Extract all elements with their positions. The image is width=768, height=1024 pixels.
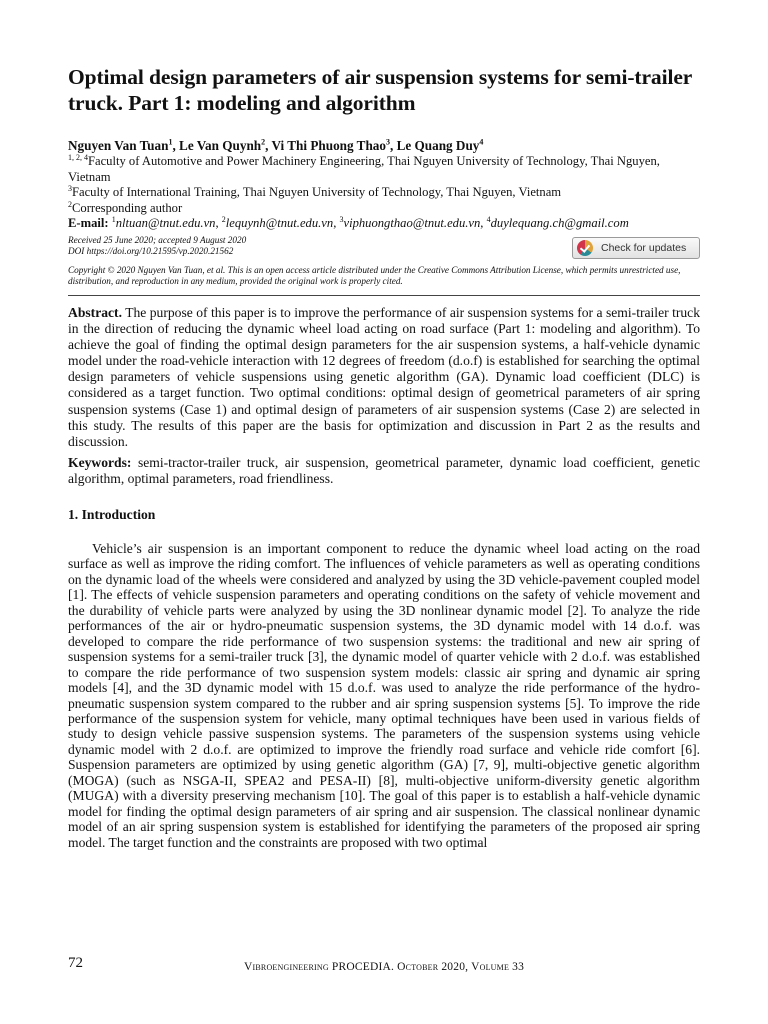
received-dates: Received 25 June 2020; accepted 9 August 2020	[68, 234, 247, 245]
email-link[interactable]: duylequang.ch@gmail.com	[490, 216, 629, 231]
crossmark-icon	[577, 240, 593, 256]
author-name: Le Quang Duy	[396, 138, 480, 153]
keywords-text: semi-tractor-trailer truck, air suspension, geometrical parameter, dynamic load coefficient, genetic algorithm, optimal parameters, road friendliness.	[68, 454, 700, 486]
abstract	[68, 305, 700, 450]
copyright-notice: Copyright © 2020 Nguyen Van Tuan, et al. This is an open access article distributed under the Creative Commons Attribution License, which permits unrestricted use, distribution, and reproduction in any medium, provided the original work is properly cited.	[68, 264, 681, 287]
author-name: Nguyen Van Tuan	[68, 138, 169, 153]
abstract-text: The purpose of this paper is to improve the performance of air suspension systems for a semi-trailer truck in the direction of reducing the dynamic wheel load acting on road surface (Part 1: modeling and algorithm). To achieve the goal of finding the optimal design parameters for the air suspension systems, a half-vehicle dynamic model under the road-vehicle interaction with 12 degrees of freedom (d.o.f) is established for searching the optimal design parameters of vehicle suspensions using genetic algorithm (GA). Dynamic load coefficient (DLC) is considered as a target function. Two optimal conditions: optimal design of geometrical parameters of air spring suspension systems (Case 1) and optimal design of parameters of air suspension systems (Case 2) are selected in this study. The results of this paper are the basis for optimization and discussion in Part 2 as the results and discussion.	[68, 304, 701, 449]
journal-name: Vibroengineering PROCEDIA. October 2020, Volume 33	[244, 961, 525, 973]
article-page	[68, 64, 700, 850]
section-heading: 1. Introduction	[68, 507, 156, 522]
author-name: Le Van Quynh	[179, 138, 262, 153]
author-list: Nguyen Van Tuan$^1$, Le Van Quynh$^2$, Vi Thi Phuong Thao$^3$, Le Quang Duy$^4$	[68, 137, 484, 153]
keywords-label: Keywords:	[68, 454, 132, 470]
check-for-updates-button[interactable]: Check for updates	[572, 237, 700, 259]
divider	[68, 295, 700, 296]
affiliation: $^3$Faculty of International Training, Thai Nguyen University of Technology, Thai Nguyen, Vietnam	[68, 184, 562, 200]
email-link[interactable]: nltuan@tnut.edu.vn	[115, 216, 216, 231]
intro-paragraph: Vehicle’s air suspension is an important component to reduce the dynamic wheel load acting on the road surface as well as improve the riding comfort. The influences of vehicle parameters as well as operating conditions on the dynamic load of the wheels were considered and analyzed by using the 3D vehicle-pavement coupled model [1]. The effects of vehicle suspension parameters and operating conditions on the safety of vehicle movement and the durability of vehicle parts were analyzed by using the 3D nonlinear dynamic model [2]. To analyze the ride performances of the air or hydro-pneumatic suspension systems, the 3D dynamic model with 14 d.o.f. was developed to compare the ride performance of two suspension systems: the traditional and new air spring of suspension systems for a semi-trailer truck [3], the dynamic model of quarter vehicle with 2 d.o.f. was established to compare the ride performance of two suspension system models: classic air spring and dynamic air spring models [4], and the 3D dynamic model with 15 d.o.f. was used to analyze the ride performance of the hydro-pneumatic suspension system compared to the rubber and air spring suspension systems [5]. To improve the ride performance of the suspension system for vehicle, many optimal techniques have been used in various fields of study to design vehicle passive suspension systems. The parameters of the suspension systems using vehicle dynamic model with 2 d.o.f. are optimized to improve the friendly road surface and vehicle ride comfort [6]. Suspension parameters are optimized by using genetic algorithm (GA) [7, 9], multi-objective genetic algorithm (MOGA) (such as NSGA-II, SPEA2 and PESA-II) [8], multi-objective uniform-diversity genetic algorithm (MUGA) with a diversity preserving mechanism [10]. The goal of this paper is to establish a half-vehicle dynamic model for finding the optimal design parameters of air spring and air suspension. The classical nonlinear dynamic model of an air spring suspension system is established for identifying the parameters of the proposed air spring model. The target function and the constraints are proposed with two optimal	[68, 541, 700, 850]
email-line: E-mail: $^1$nltuan@tnut.edu.vn, $^2$lequynh@tnut.edu.vn, $^3$viphuongthao@tnut.edu.vn, $^4$duylequang.ch@gmail.com	[68, 215, 629, 231]
email-link[interactable]: viphuongthao@tnut.edu.vn	[343, 216, 481, 231]
dates-row	[68, 235, 700, 263]
doi-link[interactable]: DOI https://doi.org/10.21595/vp.2020.21562	[68, 246, 234, 257]
article-title: Optimal design parameters of air suspension systems for semi-trailer truck. Part 1: modeling and algorithm	[68, 65, 692, 115]
page-number: 72	[68, 955, 83, 971]
email-link[interactable]: lequynh@tnut.edu.vn	[225, 216, 334, 231]
keywords	[68, 455, 700, 487]
affiliation: $^{1, 2, 4}$Faculty of Automotive and Power Machinery Engineering, Thai Nguyen University of Technology, Thai Nguyen, Vietnam	[68, 152, 660, 184]
abstract-label: Abstract.	[68, 304, 122, 320]
corresponding-author: $^2$Corresponding author	[68, 199, 183, 215]
author-name: Vi Thi Phuong Thao	[271, 138, 386, 153]
